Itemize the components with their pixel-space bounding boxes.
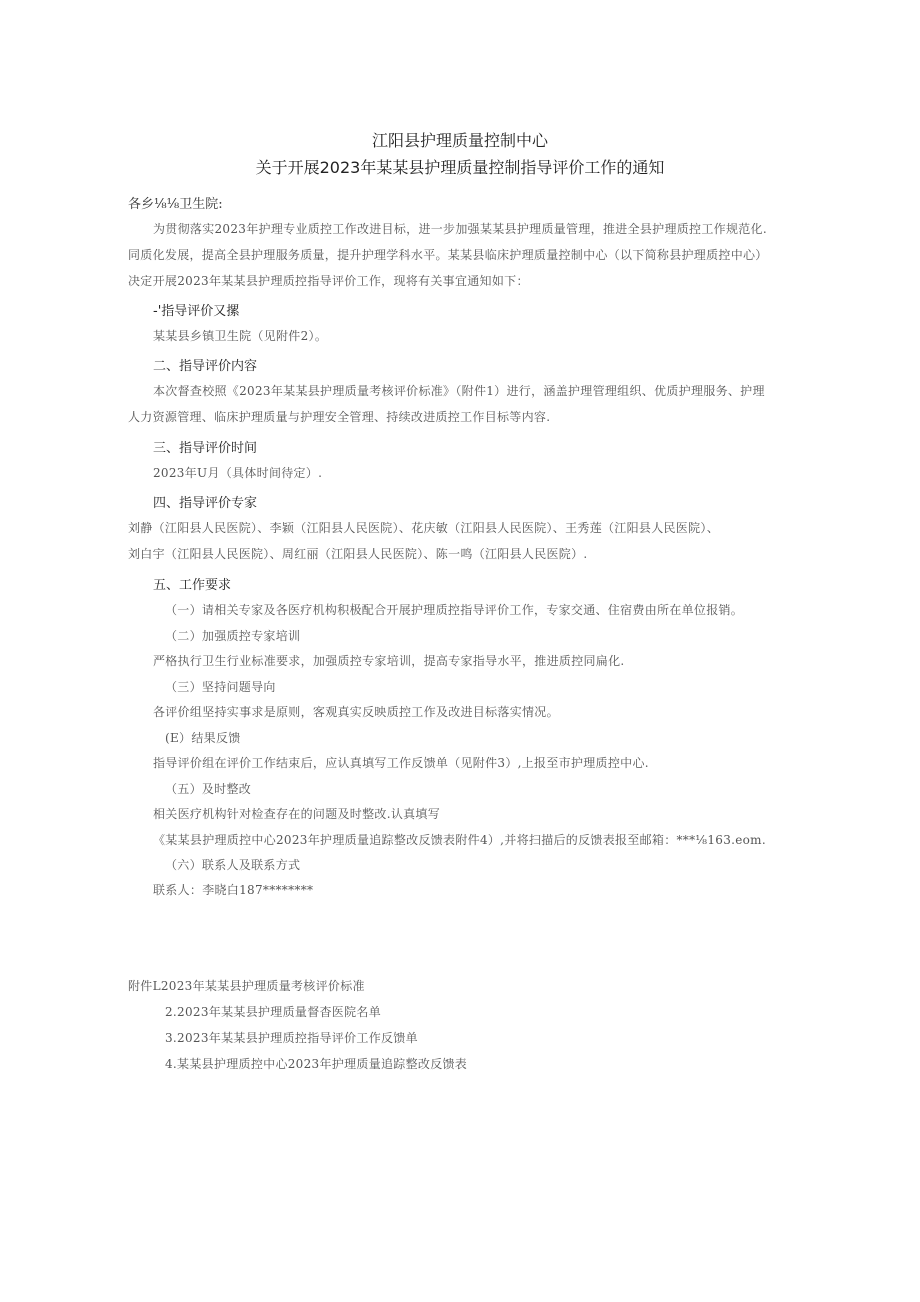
requirement-3-body: 各评价组坚持实事求是原则，客观真实反映质控工作及改进目标落实情况。 bbox=[153, 705, 559, 719]
section-2-line-2: 人力资源管理、临床护理质量与护理安全管理、持续改进质控工作目标等内容. bbox=[128, 410, 551, 424]
section-heading-5: 五、工作要求 bbox=[153, 578, 232, 593]
section-heading-2: 二、指导评价内容 bbox=[153, 359, 258, 374]
requirement-5-body-2: 《某某县护理质控中心2023年护理质量追踪整改反馈表附件4）,并将扫描后的反馈表报至邮箱：***⅛163.eom. bbox=[153, 833, 766, 847]
requirement-3-heading: （三）坚持问题导向 bbox=[165, 680, 276, 694]
doc-title-subject: 关于开展2023年某某县护理质量控制指导评价工作的通知 bbox=[255, 158, 665, 177]
section-2-line-1: 本次督查校照《2023年某某县护理质量考核评价标准》（附件1）进行，涵盖护理管理组织、优质护理服务、护理 bbox=[153, 384, 765, 398]
intro-line-1: 为贯彻落实2023年护理专业质控工作改进目标，进一步加强某某县护理质量管理，推进全县护理质控工作规范化. bbox=[153, 222, 767, 236]
section-4-line-1: 刘静（江阳县人民医院）、李颖（江阳县人民医院）、花庆敏（江阳县人民医院）、王秀莲（江阳县人民医院）、 bbox=[128, 521, 720, 535]
intro-line-3: 决定开展2023年某某县护理质控指导评价工作，现将有关事宜通知如下： bbox=[128, 274, 529, 288]
section-heading-3: 三、指导评价时间 bbox=[153, 441, 258, 456]
attachment-1: 附件L2023年某某县护理质量考核评价标准 bbox=[128, 979, 365, 993]
contact-line: 联系人：李晓白187******** bbox=[153, 883, 314, 897]
section-heading-1: -'指导评价又摞 bbox=[153, 304, 240, 319]
requirement-5-body-1: 相关医疗机构针对检查存在的问题及时整改.认真填写 bbox=[153, 807, 441, 821]
requirement-1: （一）请相关专家及各医疗机构积极配合开展护理质控指导评价工作，专家交通、住宿费由所在单位报销。 bbox=[165, 603, 744, 617]
salutation: 各乡⅛⅛卫生院: bbox=[128, 197, 223, 212]
requirement-2-body: 严格执行卫生行业标准要求，加强质控专家培训，提高专家指导水平，推进质控同扁化. bbox=[153, 654, 625, 668]
section-4-line-2: 刘白宇（江阳县人民医院）、周红丽（江阳县人民医院）、陈一鸣（江阳县人民医院）. bbox=[128, 547, 588, 561]
requirement-2-heading: （二）加强质控专家培训 bbox=[165, 629, 301, 643]
section-3-line-1: 2023年U月（具体时间待定）. bbox=[153, 466, 323, 480]
requirement-4-body: 指导评价组在评价工作结束后，应认真填写工作反馈单（见附件3）,上报至市护理质控中心. bbox=[153, 756, 649, 770]
attachment-4: 4.某某县护理质控中心2023年护理质量追踪整改反馈表 bbox=[165, 1057, 468, 1071]
section-1-line-1: 某某县乡镇卫生院（见附件2）。 bbox=[153, 329, 328, 343]
intro-line-2: 同质化发展，提高全县护理服务质量，提升护理学科水平。某某县临床护理质量控制中心（以下简称县护理质控中心） bbox=[128, 248, 768, 262]
doc-title-issuer: 江阳县护理质量控制中心 bbox=[371, 131, 548, 150]
attachment-3: 3.2023年某某县护理质控指导评价工作反馈单 bbox=[165, 1031, 418, 1045]
requirement-5-heading: （五）及时整改 bbox=[165, 782, 252, 796]
requirement-6-heading: （六）联系人及联系方式 bbox=[165, 858, 301, 872]
section-heading-4: 四、指导评价专家 bbox=[153, 496, 258, 511]
requirement-4-heading: (E）结果反馈 bbox=[165, 731, 241, 745]
attachment-2: 2.2023年某某县护理质量督杳医院名单 bbox=[165, 1005, 381, 1019]
